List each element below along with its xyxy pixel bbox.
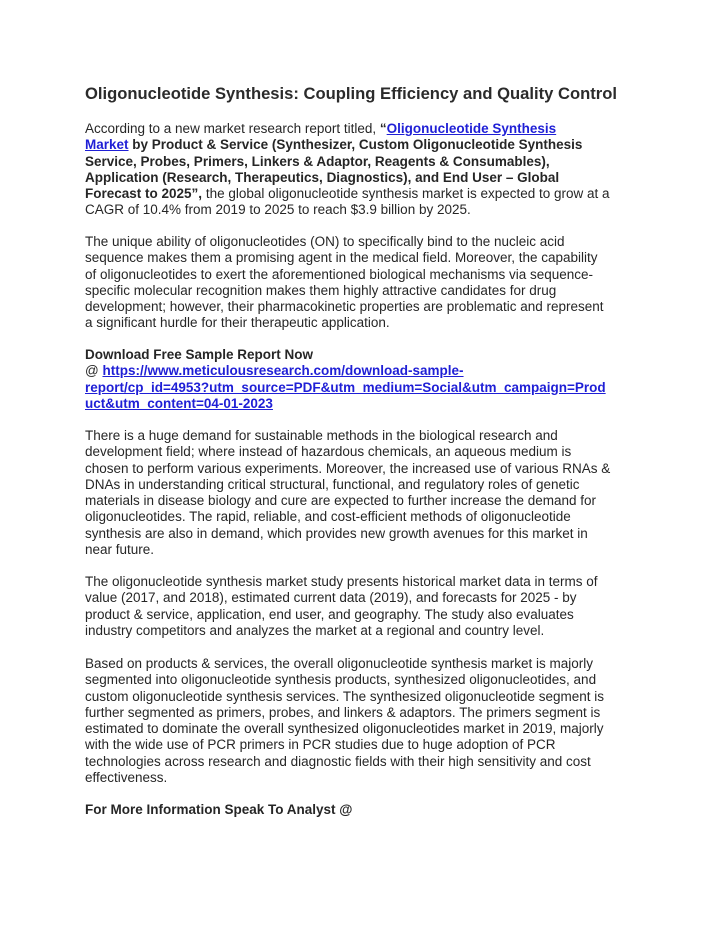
text-line: a significant hurdle for their therapeutic application. — [85, 315, 390, 331]
body-paragraph-5 — [85, 656, 604, 786]
text-line: The oligonucleotide synthesis market study presents historical market data in terms of — [85, 574, 598, 589]
intro-line-1: According to a new market research report titled, “Oligonucleotide Synthesis — [85, 121, 557, 136]
download-sample-link-cont[interactable]: report/cp_id=4953?utm_source=PDF&utm_medium=Social&utm_campaign=Prod — [85, 379, 606, 395]
text-line: technologies across research and diagnostic fields with their high sensitivity and cost — [85, 753, 591, 769]
intro-line-4: Application (Research, Therapeutics, Diagnostics), and End User – Global — [85, 169, 560, 185]
text-line: The unique ability of oligonucleotides (ON) to specifically bind to the nucleic acid — [85, 234, 565, 249]
intro-line-3: Service, Probes, Primers, Linkers & Adaptor, Reagents & Consumables), — [85, 153, 550, 169]
text-line: with the wide use of PCR primers in PCR studies due to huge adoption of PCR — [85, 737, 556, 753]
body-paragraph-3 — [85, 428, 610, 558]
download-link-line-1: @ https://www.meticulousresearch.com/download-sample- — [85, 363, 464, 379]
text-line: oligonucleotides. The rapid, reliable, and cost-efficient methods of oligonucleotide — [85, 509, 571, 525]
analyst-heading: For More Information Speak To Analyst @ — [85, 802, 353, 817]
intro-line-6: CAGR of 10.4% from 2019 to 2025 to reach $3.9 billion by 2025. — [85, 202, 471, 218]
text-line: Based on products & services, the overall oligonucleotide synthesis market is majorly — [85, 656, 593, 671]
intro-line-5: Forecast to 2025”, the global oligonucleotide synthesis market is expected to grow at a — [85, 186, 610, 202]
text-line: estimated to dominate the overall synthesized oligonucleotides market in 2019, majorly — [85, 721, 604, 737]
text-line: synthesis are also in demand, which provides new growth avenues for this market in — [85, 525, 588, 541]
text-line: near future. — [85, 542, 155, 558]
text-line: effectiveness. — [85, 770, 168, 786]
report-link[interactable]: Oligonucleotide Synthesis — [386, 121, 557, 136]
body-paragraph-2 — [85, 234, 604, 332]
text-line: segmented into oligonucleotide synthesis products, synthesized oligonucleotides, and — [85, 672, 597, 688]
intro-paragraph — [85, 121, 610, 219]
page-title: Oligonucleotide Synthesis: Coupling Efficiency and Quality Control — [85, 84, 617, 103]
download-link-line-3 — [85, 396, 606, 412]
text-line: value (2017, and 2018), estimated current data (2019), and forecasts for 2025 - by — [85, 590, 577, 606]
download-section — [85, 347, 606, 412]
text-line: sequence makes them a promising agent in the medical field. Moreover, the capability — [85, 250, 598, 266]
text-line: development field; where instead of hazardous chemicals, an aqueous medium is — [85, 444, 572, 460]
body-paragraph-4 — [85, 574, 598, 639]
download-sample-link-end[interactable]: uct&utm_content=04-01-2023 — [85, 395, 273, 411]
text-line: materials in disease biology and cure are expected to further increase the demand for — [85, 493, 597, 509]
analyst-section — [85, 802, 352, 818]
text-line: development; however, their pharmacokinetic properties are problematic and represent — [85, 299, 604, 315]
report-link-cont[interactable]: Market — [85, 137, 129, 153]
download-heading: Download Free Sample Report Now — [85, 347, 314, 362]
download-sample-link[interactable]: https://www.meticulousresearch.com/download-sample- — [102, 363, 464, 379]
text-line: product & service, application, end user, and geography. The study also evaluates — [85, 606, 574, 622]
text-line: chosen to perform various experiments. Moreover, the increased use of various RNAs & — [85, 460, 611, 476]
text-line: industry competitors and analyzes the market at a regional and country level. — [85, 622, 545, 638]
text-line: custom oligonucleotide synthesis services. The synthesized oligonucleotide segment is — [85, 688, 605, 704]
text-line: There is a huge demand for sustainable methods in the biological research and — [85, 428, 558, 443]
intro-line-2: Market by Product & Service (Synthesizer, Custom Oligonucleotide Synthesis — [85, 137, 583, 153]
text-line: DNAs in understanding critical structural, functional, and regulatory roles of genetic — [85, 476, 580, 492]
text-line: specific molecular recognition makes them highly attractive candidates for drug — [85, 282, 557, 298]
text-line: further segmented as primers, probes, and linkers & adaptors. The primers segment is — [85, 704, 601, 720]
text-line: of oligonucleotides to exert the aforementioned biological mechanisms via sequence- — [85, 266, 594, 282]
download-link-line-2 — [85, 380, 606, 396]
